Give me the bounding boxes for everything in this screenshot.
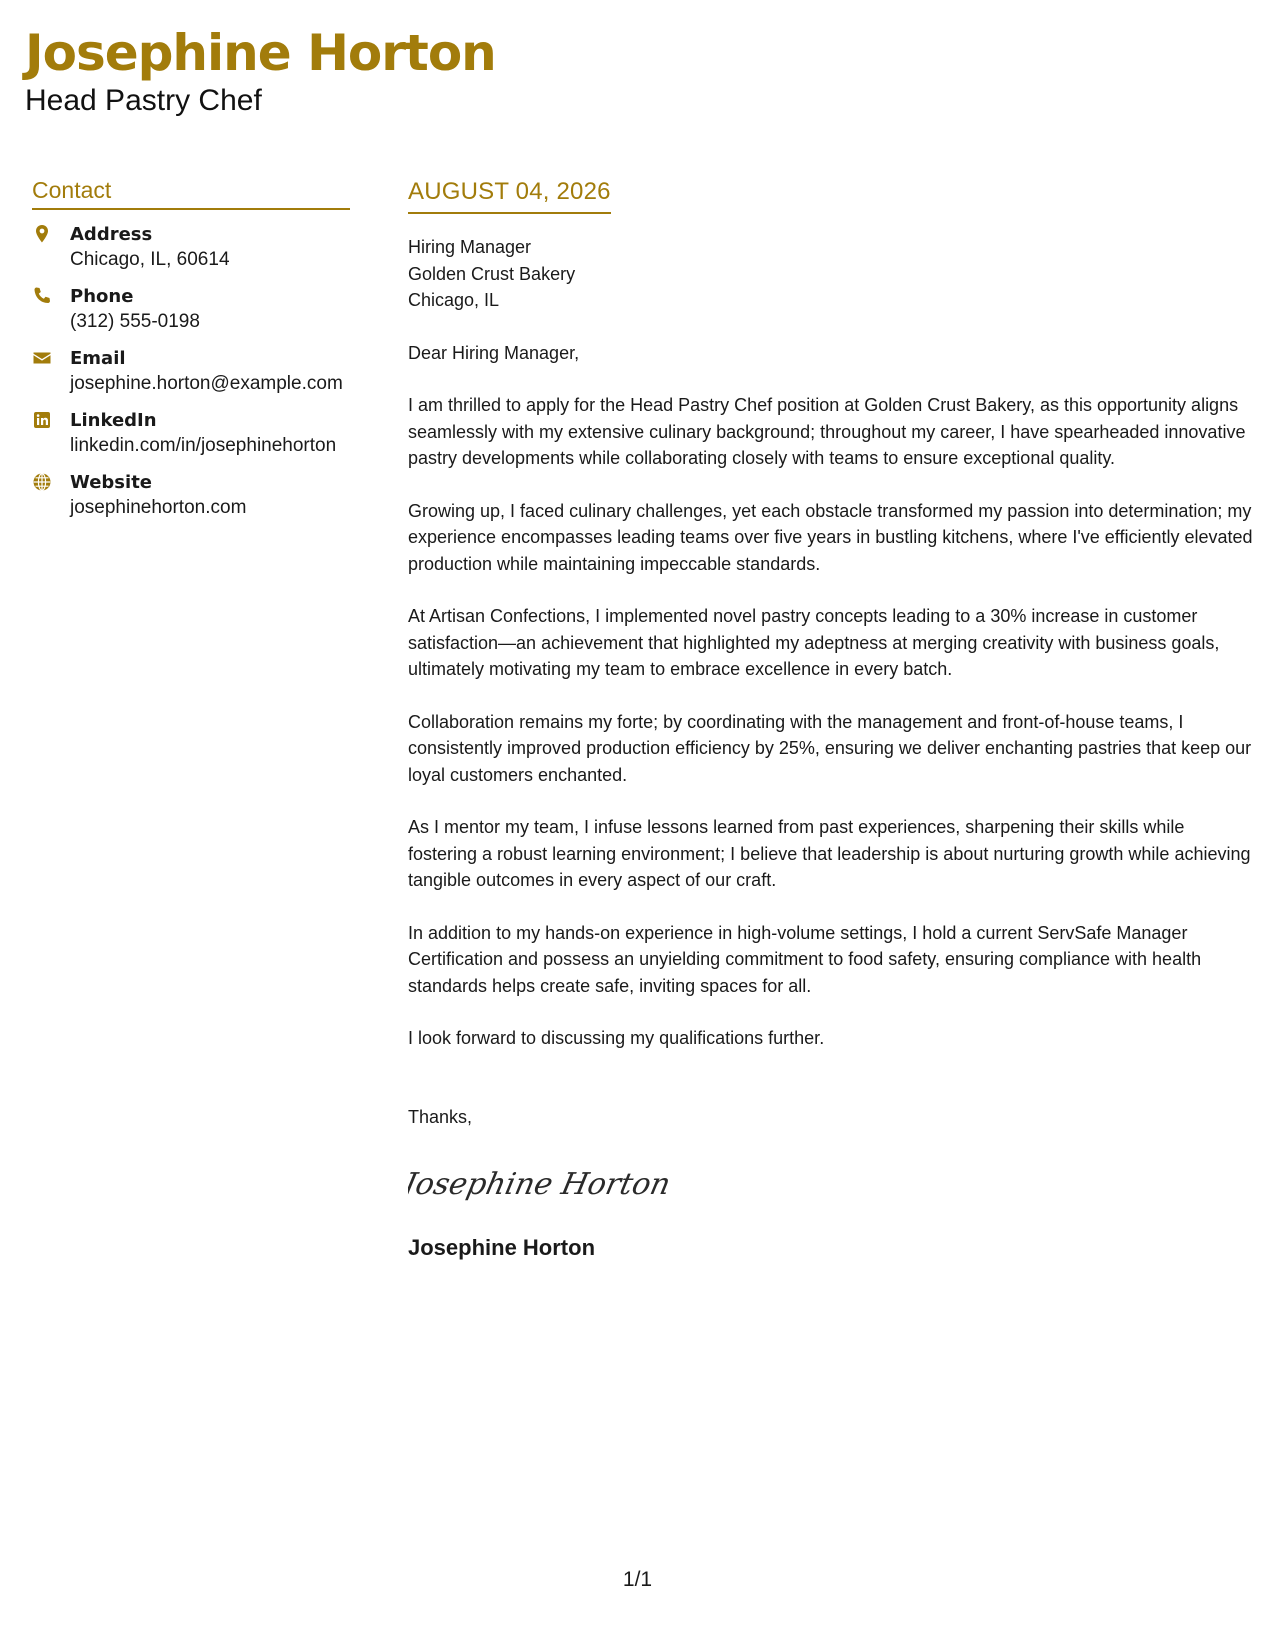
address-value: Chicago, IL, 60614 [70,249,230,270]
paragraph: Collaboration remains my forte; by coordinating with the management and front-of-house teams, I consistently improved production efficiency by 25%, ensuring we deliver enchanting pastries that keep our loyal customers enchanted. [408,711,1252,785]
letter-body [408,176,1253,1262]
contact-item-website [32,470,350,520]
website-value[interactable]: josephinehorton.com [70,497,247,518]
header [25,22,496,118]
globe-icon [32,472,52,492]
phone-label: Phone [70,286,134,307]
contact-item-linkedin [32,408,350,458]
paragraph: Growing up, I faced culinary challenges, yet each obstacle transformed my passion into determination; my experience encompasses leading teams over five years in bustling kitchens, where I've efficiently elevated production while maintaining impeccable standards. [408,500,1253,574]
applicant-name: Josephine Horton [25,24,496,82]
envelope-icon [32,348,52,368]
page-number: 1/1 [622,1568,653,1591]
signature-glyphs: Josephine Horton [408,1167,674,1202]
paragraph: As I mentor my team, I infuse lessons learned from past experiences, sharpening their skills while fostering a robust learning environment; I believe that leadership is about nurturing growth while achieving tangible outcomes in every aspect of our craft. [408,817,1251,890]
phone-value: (312) 555-0198 [70,311,200,332]
contact-item-phone [32,284,350,334]
contact-item-email [32,346,350,396]
website-label: Website [70,472,153,493]
linkedin-value[interactable]: linkedin.com/in/josephinehorton [70,435,337,456]
contact-sidebar [32,176,350,532]
linkedin-icon [32,410,52,430]
paragraph: In addition to my hands-on experience in high-volume settings, I hold a current ServSafe Manager Certification and possess an unyielding commitment to food safety, ensuring compliance with health standards helps create safe, inviting spaces for all. [408,922,1202,996]
map-pin-icon [32,224,52,244]
signer-name: Josephine Horton [408,1235,596,1260]
email-value[interactable]: josephine.horton@example.com [70,373,343,394]
linkedin-label: LinkedIn [70,410,157,431]
phone-icon [32,286,52,306]
paragraph: I look forward to discussing my qualifications further. [408,1028,825,1048]
address-label: Address [70,224,153,245]
handwritten-signature [408,1156,1253,1208]
contact-item-address [32,222,350,272]
paragraph: I am thrilled to apply for the Head Pastry Chef position at Golden Crust Bakery, as this opportunity aligns seamlessly with my extensive culinary background; throughout my career, I have spearheaded innovative pastry developments while collaborating closely with teams to ensure exceptional quality. [408,395,1246,468]
recipient-line: Golden Crust Bakery [408,263,576,284]
salutation: Dear Hiring Manager, [408,342,580,363]
letter-date: AUGUST 04, 2026 [408,176,611,214]
contact-heading: Contact [32,176,350,210]
recipient-line: Hiring Manager [408,237,532,257]
recipient-line: Chicago, IL [408,290,500,310]
paragraph: At Artisan Confections, I implemented novel pastry concepts leading to a 30% increase in customer satisfaction—an achievement that highlighted my adeptness at merging creativity with business goals, ultimately motivating my team to embrace excellence in every batch. [408,606,1220,679]
applicant-title: Head Pastry Chef [25,84,262,117]
email-label: Email [70,348,126,369]
recipient-block [408,234,1253,314]
closing: Thanks, [408,1106,473,1127]
